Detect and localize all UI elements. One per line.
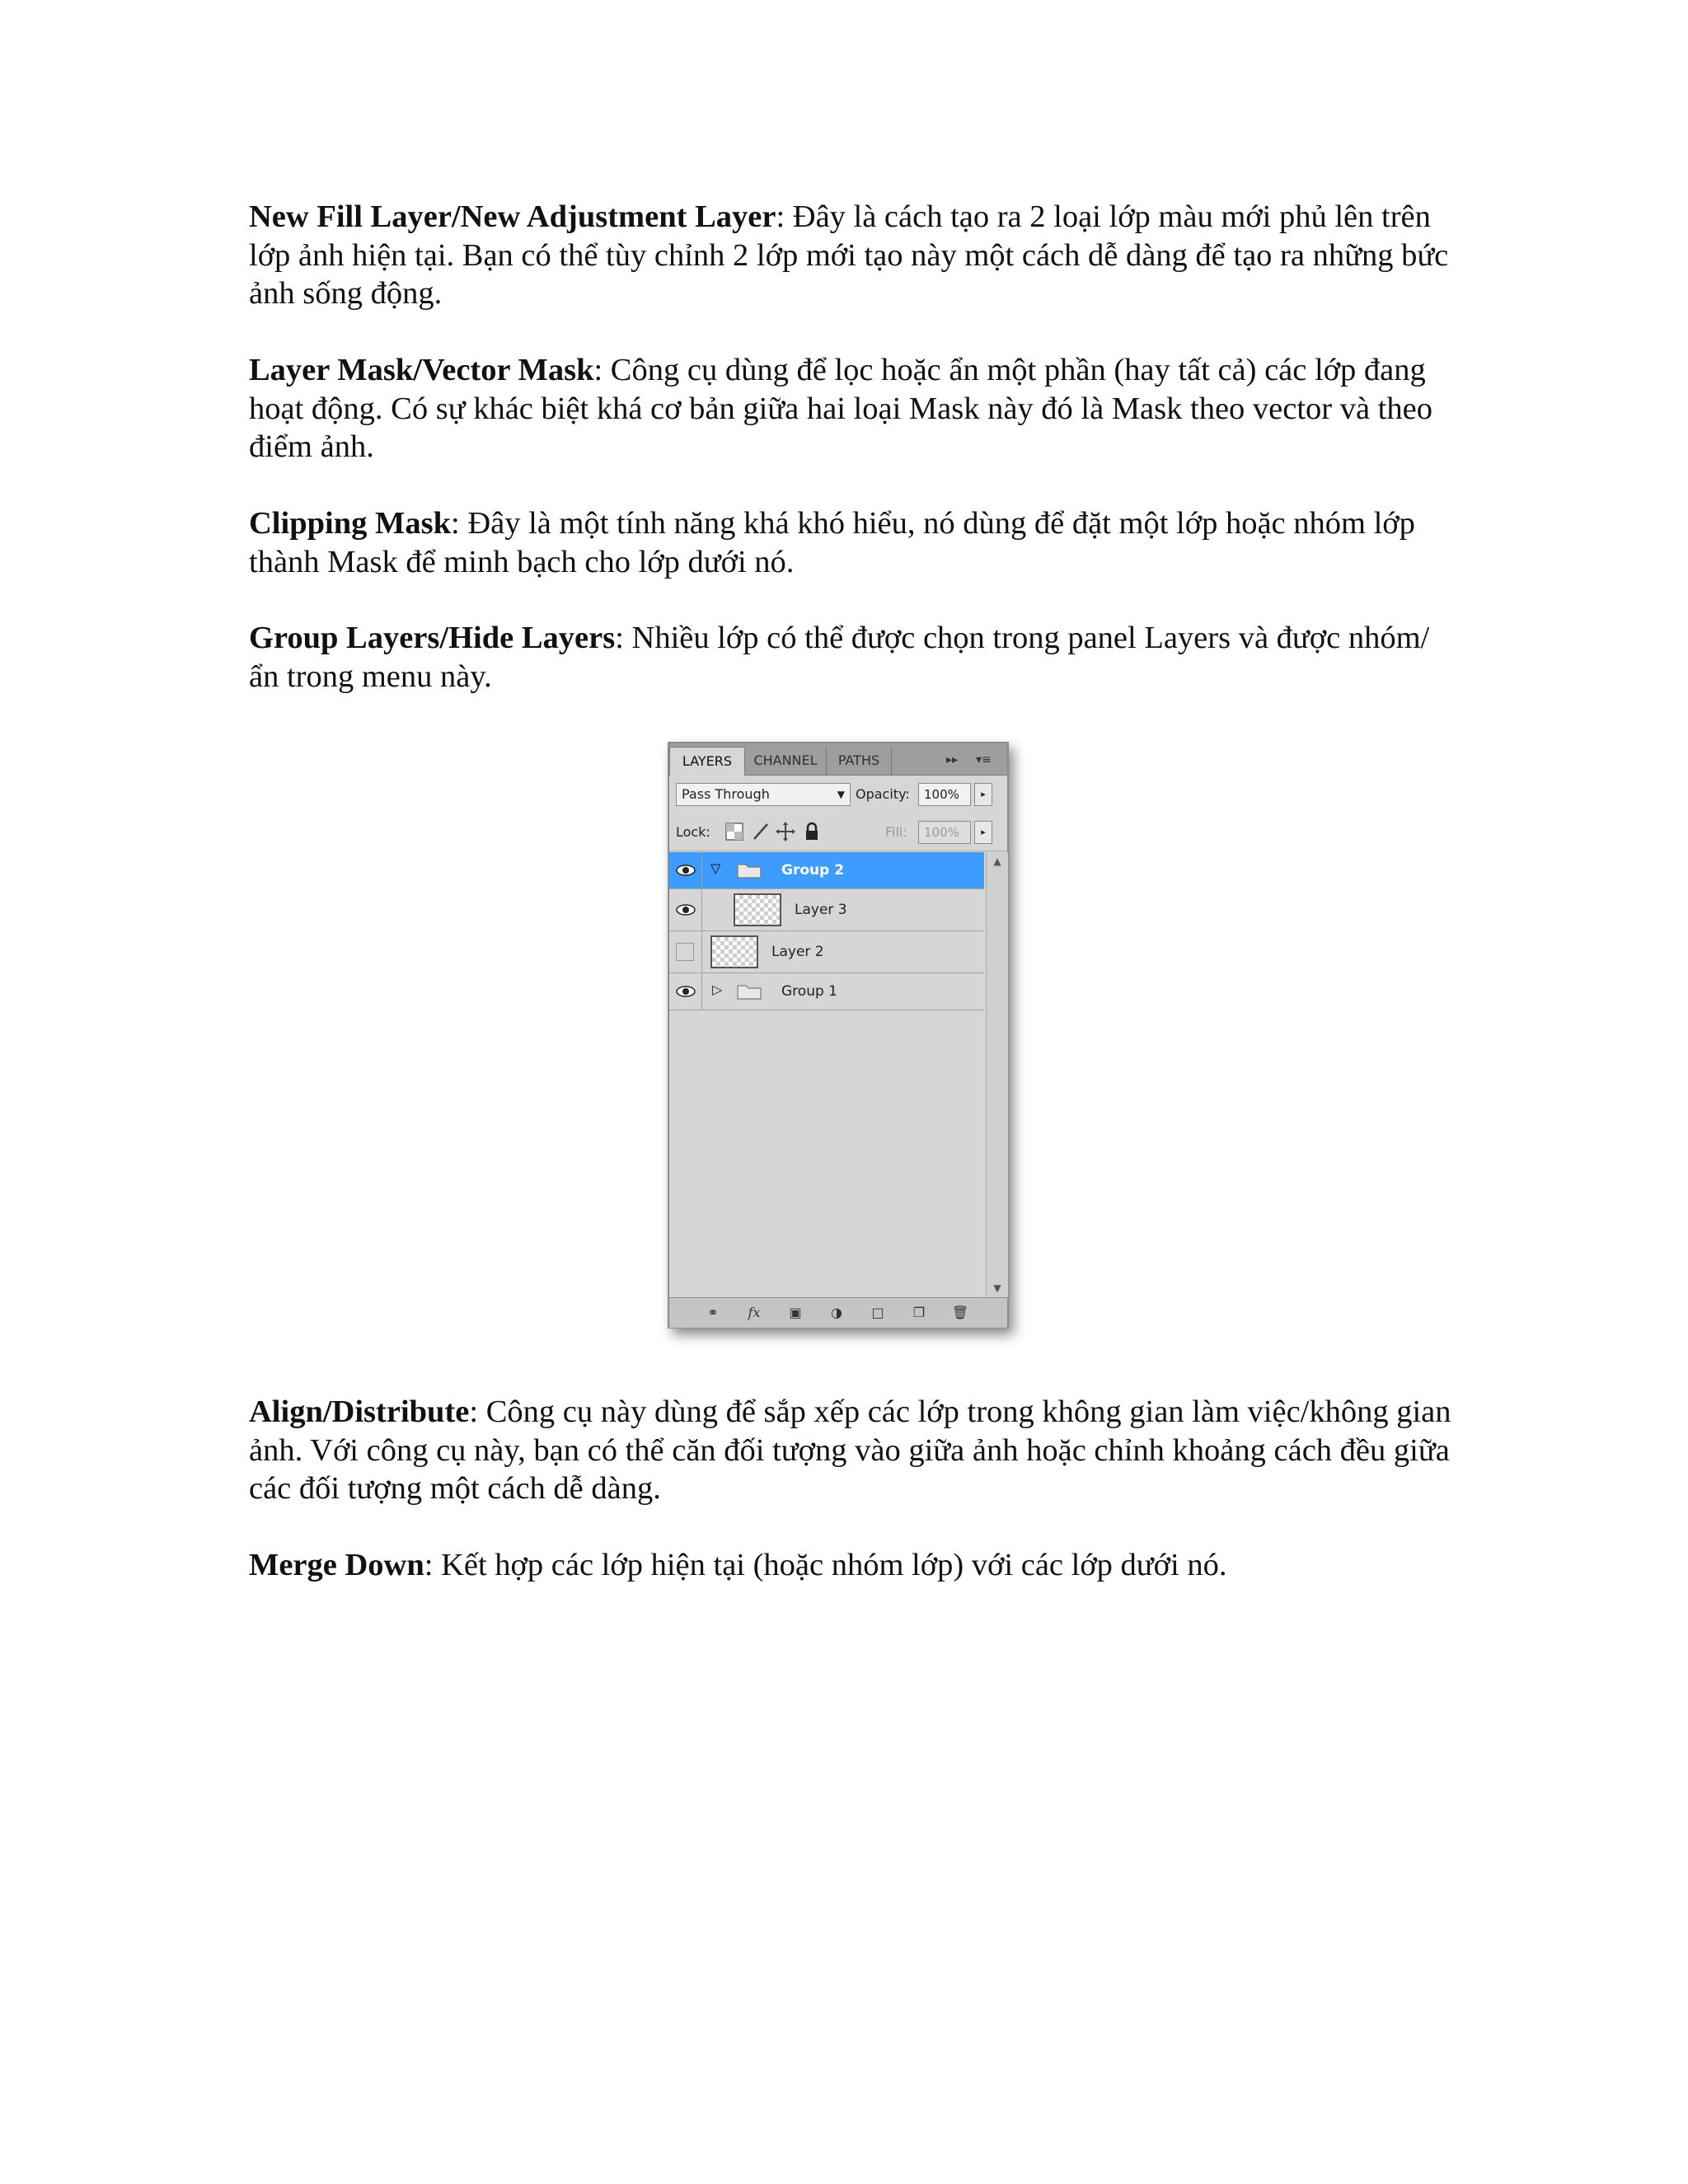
blend-mode-select[interactable]: [676, 783, 851, 806]
eye-icon: [676, 865, 696, 876]
eye-icon: [676, 904, 696, 916]
blend-row: [669, 776, 1007, 813]
opacity-input[interactable]: 100%: [918, 783, 971, 806]
new-group-icon[interactable]: □: [871, 1305, 884, 1320]
opacity-label: Opacity:: [856, 786, 910, 802]
desc-layer-mask: : Công cụ dùng để lọc hoặc ẩn một phần (hay tất cả) các lớp đang hoạt động. Có sự khác biệt khá cơ bản giữa hai loại Mask này đó là Mask theo vector và theo điểm ảnh.: [249, 353, 1432, 464]
paragraph-align-distribute: [249, 1393, 1452, 1508]
layer-row-layer-3[interactable]: [669, 889, 984, 931]
link-icon[interactable]: ⚭: [707, 1305, 719, 1320]
panel-menu-icon[interactable]: ▾≡: [976, 753, 992, 766]
term-merge-down: Merge Down: [249, 1548, 424, 1582]
term-align-distribute: Align/Distribute: [249, 1394, 470, 1429]
desc-group-layers: : Nhiều lớp có thể được chọn trong panel Layers và được nhóm/ẩn trong menu này.: [249, 621, 1430, 694]
panel-footer: [669, 1297, 1007, 1328]
fill-label: Fill:: [885, 824, 907, 840]
term-group-layers: Group Layers/Hide Layers: [249, 621, 616, 655]
layer-name: Layer 2: [771, 944, 824, 960]
double-chevron-icon[interactable]: ▸▸: [946, 753, 959, 766]
blend-mode-value: Pass Through: [682, 786, 770, 802]
tab-channels[interactable]: CHANNEL: [745, 747, 827, 775]
padlock-icon[interactable]: [801, 821, 823, 842]
layers-panel: [668, 742, 1009, 1329]
new-layer-icon[interactable]: ❐: [912, 1305, 926, 1320]
paragraph-clipping-mask: [249, 504, 1452, 581]
eye-icon: [676, 986, 696, 997]
panel-tab-bar: [669, 743, 1007, 776]
desc-clipping-mask: : Đây là một tính năng khá khó hiểu, nó dùng để đặt một lớp hoặc nhóm lớp thành Mask để minh bạch cho lớp dưới nó.: [249, 506, 1415, 579]
desc-align-distribute: : Công cụ này dùng để sắp xếp các lớp trong không gian làm việc/không gian ảnh. Với công cụ này, bạn có thể căn đối tượng vào giữa ảnh hoặc chỉnh khoảng cách đều giữa các đối tượng một cách dễ dàng.: [249, 1394, 1451, 1506]
scroll-up-icon[interactable]: ▲: [993, 855, 1001, 867]
adjustment-icon[interactable]: ◑: [831, 1305, 842, 1320]
brush-icon[interactable]: [750, 821, 771, 842]
move-icon[interactable]: [775, 821, 796, 842]
layers-scrollbar[interactable]: [986, 852, 1008, 1297]
layer-row-group-2[interactable]: [669, 852, 984, 889]
desc-merge-down: : Kết hợp các lớp hiện tại (hoặc nhóm lớp) với các lớp dưới nó.: [424, 1548, 1227, 1582]
paragraph-layer-mask: [249, 351, 1452, 466]
desc-new-fill-layer: : Đây là cách tạo ra 2 loại lớp màu mới phủ lên trên lớp ảnh hiện tại. Bạn có thể tùy chỉnh 2 lớp mới tạo này một cách dễ dàng để tạo ra những bức ảnh sống động.: [249, 199, 1449, 311]
tab-layers[interactable]: LAYERS: [669, 747, 745, 776]
layer-row-layer-2[interactable]: [669, 931, 984, 973]
mask-icon[interactable]: ▣: [789, 1305, 802, 1320]
visibility-toggle[interactable]: [669, 931, 702, 972]
fill-input[interactable]: 100%: [918, 821, 971, 844]
layer-name: Layer 3: [795, 902, 847, 918]
hidden-eye-box: [676, 943, 694, 961]
lock-label: Lock:: [676, 824, 710, 840]
trash-icon[interactable]: 🗑: [951, 1305, 969, 1320]
paragraph-new-fill-layer: [249, 198, 1452, 313]
term-new-fill-layer: New Fill Layer/New Adjustment Layer: [249, 199, 776, 234]
paragraph-merge-down: [249, 1546, 1452, 1585]
scroll-down-icon[interactable]: ▼: [993, 1282, 1001, 1294]
layer-name: Group 1: [781, 983, 837, 1000]
layer-thumbnail: [734, 893, 781, 926]
term-clipping-mask: Clipping Mask: [249, 506, 451, 541]
visibility-toggle[interactable]: [669, 852, 702, 888]
folder-icon: [737, 862, 762, 879]
opacity-stepper[interactable]: ▸: [974, 783, 992, 806]
expand-triangle-icon[interactable]: ▷: [712, 982, 723, 997]
layer-name: Group 2: [781, 862, 845, 879]
collapse-triangle-icon[interactable]: ▽: [710, 860, 721, 876]
lock-row: [669, 814, 1007, 851]
chevron-down-icon: ▼: [837, 789, 845, 800]
visibility-toggle[interactable]: [669, 973, 702, 1010]
layer-thumbnail: [710, 935, 758, 968]
lock-transparent-pixels-icon[interactable]: [724, 821, 745, 842]
folder-icon: [737, 983, 762, 1000]
layer-row-group-1[interactable]: [669, 973, 984, 1010]
fx-icon[interactable]: fx: [748, 1305, 761, 1320]
term-layer-mask: Layer Mask/Vector Mask: [249, 353, 594, 387]
fill-stepper[interactable]: ▸: [974, 821, 992, 844]
paragraph-group-layers: [249, 619, 1452, 696]
tab-paths[interactable]: PATHS: [827, 747, 892, 775]
visibility-toggle[interactable]: [669, 889, 702, 930]
